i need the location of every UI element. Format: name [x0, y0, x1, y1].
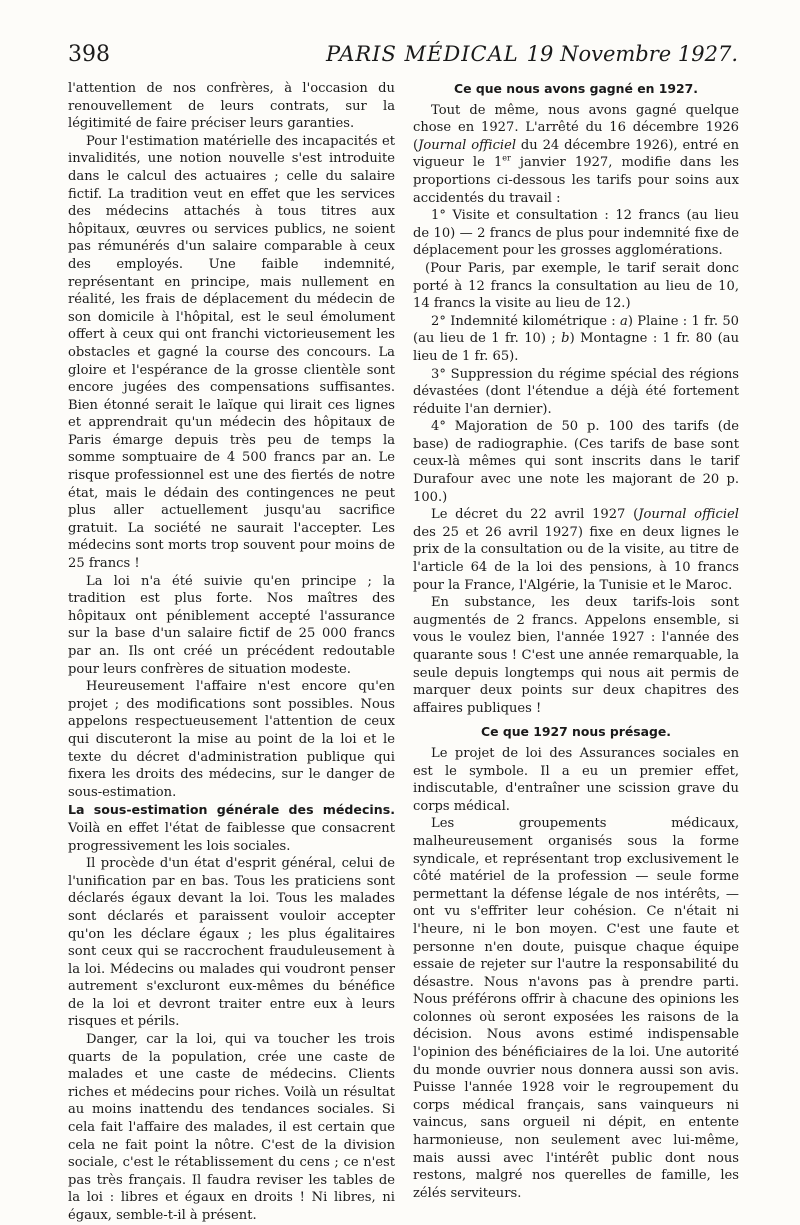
paragraph: La loi n'a été suivie qu'en principe ; la tradition est plus forte. Nos maîtres des hôpitaux ont péniblement accepté l'assurance sur la base d'un salaire fictif de 25 000 francs par an. Ils ont créé un précédent redoutable pour leurs confrères de situation modeste.: [68, 573, 395, 677]
paragraph: l'attention de nos confrères, à l'occasion du renouvellement de leurs contrats, sur la légitimité de faire préciser leurs garanties.: [68, 81, 395, 132]
list-item: 3° Suppression du régime spécial des régions dévastées (dont l'étendue a déjà été fortement réduite l'an dernier).: [413, 366, 739, 417]
text-run: des 25 et 26 avril 1927) fixe en deux lignes le prix de la consultation ou de la visite, au titre de l'article 64 de la loi des pensions, à 10 francs pour la France, l'Algérie, la Tunisie et le Maroc.: [413, 524, 739, 593]
section-heading: Ce que 1927 nous présage.: [481, 724, 671, 740]
list-item: [413, 313, 739, 366]
paragraph: Danger, car la loi, qui va toucher les trois quarts de la population, crée une caste de malades et une caste de médecins. Clients riches et médecins pour riches. Voilà un résultat au moins inattendu des tendances sociales. Si cela fait l'affaire des malades, il est certain que cela ne fait point la nôtre. C'est de la division sociale, c'est le rétablissement du cens ; ce n'est pas très français. Il faudra reviser les tables de la loi : libres et égaux en droits ! Ni libres, ni égaux, semble-t-il à présent.: [68, 1032, 395, 1223]
paragraph: Heureusement l'affaire n'est encore qu'en projet ; des modifications sont possibles. Nous appelons respectueusement l'attention de ceux qui discuteront la mise au point de la loi et le texte du décret d'administration publique qui fixera les droits des médecins, sur le danger de sous-estimation.: [68, 679, 395, 800]
page-number: 398: [68, 42, 110, 67]
runin-paragraph: [68, 801, 395, 855]
text-run: Le décret du 22 avril 1927 (: [431, 507, 639, 523]
text-run: 2° Indemnité kilométrique :: [431, 313, 621, 329]
text-run: du 24 décembre 1926), entré en vigueur le 1: [413, 137, 739, 171]
paragraph: [413, 506, 739, 594]
superscript: er: [502, 154, 511, 164]
paragraph: [413, 102, 739, 208]
paragraph: Le projet de loi des Assurances sociales en est le symbole. Il a eu un premier effet, indiscutable, d'entraîner une scission grave du corps médical.: [413, 745, 739, 814]
runin-heading: La sous-estimation générale des médecins.: [68, 802, 395, 818]
page-header: [68, 42, 738, 78]
left-column: [68, 80, 395, 1225]
right-column: [413, 80, 739, 1202]
italic-run: b: [561, 331, 570, 347]
paragraph: (Pour Paris, par exemple, le tarif serait donc porté à 12 francs la consultation au lieu de 10, 14 francs la visite au lieu de 12.): [413, 260, 739, 312]
paragraph: Il procède d'un état d'esprit général, celui de l'unification par en bas. Tous les praticiens sont déclarés égaux devant la loi. Tous les malades sont déclarés et paraissent vouloir accepter qu'on les déclare égaux ; les plus égalitaires sont ceux qui se raccrochent frauduleusement à la loi. Médecins ou malades qui voudront penser autrement s'excluront eux-mêmes du bénéfice de la loi et devront traiter entre eux à leurs risques et périls.: [68, 856, 395, 1030]
text-run: Tout de même, nous avons gagné quelque chose en 1927. L'arrêté du 16 décembre 1926 (: [413, 102, 739, 153]
list-item: 4° Majoration de 50 p. 100 des tarifs (de base) de radiographie. (Ces tarifs de base sont ceux-là mêmes qui sont inscrits dans le tarif Durafour avec une note les majorant de 20 p. 100.): [413, 419, 739, 505]
paragraph: Pour l'estimation matérielle des incapacités et invalidités, une notion nouvelle s'est introduite dans le calcul des actuaires ; celle du salaire fictif. La tradition veut en effet que les services des médecins attachés à tous titres aux hôpitaux, œuvres ou services publics, ne soient pas rémunérés d'un salaire comparable à ceux des employés. Une faible indemnité, représentant en principe, mais nullement en réalité, les frais de déplacement du médecin de son domicile à l'hôpital, est le seul émolument offert à ceux qui ont franchi victorieusement les obstacles et gagné la course des concours. La gloire et l'espérance de la grosse clientèle sont encore jugées des compensations suffisantes. Bien étonné serait le laïque qui lirait ces lignes et apprendrait qu'un médecin des hôpitaux de Paris émarge depuis très peu de temps la somme somptuaire de 4 500 francs par an. Le risque professionnel est une des fiertés de notre état, mais le dédain des contingences ne peut plus aller actuellement jusqu'au sacrifice gratuit. La société ne saurait l'accepter. Les médecins sont morts trop souvent pour moins de 25 francs !: [68, 133, 395, 572]
paragraph: En substance, les deux tarifs-lois sont augmentés de 2 francs. Appelons ensemble, si vous le voulez bien, l'année 1927 : l'année des quarante sous ! C'est une année remarquable, la seule depuis longtemps qui nous ait permis de marquer deux points sur deux chapitres des affaires publiques !: [413, 595, 739, 716]
italic-run: Journal officiel: [418, 137, 517, 153]
section-heading: Ce que nous avons gagné en 1927.: [454, 81, 698, 96]
issue-date: 19 Novembre 1927.: [526, 42, 738, 66]
text-run: ) Montagne : 1 fr. 80 (au lieu de 1 fr. 65).: [413, 331, 739, 364]
list-item: 1° Visite et consultation : 12 francs (au lieu de 10) — 2 francs de plus pour indemnité fixe de déplacement pour les grosses agglomérations.: [413, 208, 739, 259]
runin-text: Voilà en effet l'état de faiblesse que consacrent progressivement les lois sociales.: [68, 820, 395, 854]
paragraph: Les groupements médicaux, malheureusement organisés sous la forme syndicale, et représentant trop exclusivement le côté matériel de la profession — seule forme permettant la défense légale de nos intérêts, — ont vu s'effriter leur cohésion. Ce n'était ni l'heure, ni le bon moyen. C'est une faute et personne n'en doute, puisque chaque équipe essaie de rejeter sur l'autre la responsabilité du désastre. Nous n'avons pas à prendre parti. Nous préférons offrir à chacune des opinions les colonnes où seront exposées les raisons de la décision. Nous avons estimé indispensable l'opinion des bénéficiaires de la loi. Une autorité du monde ouvrier nous donnera aussi son avis. Puisse l'année 1928 voir le regroupement du corps médical français, sans vainqueurs ni vaincus, sans orgueil ni dépit, en entente harmonieuse, non seulement avec lui-même, mais aussi avec l'intérêt public dont nous restons, malgré nos querelles de famille, les zélés serviteurs.: [413, 816, 739, 1201]
italic-run: Journal officiel: [638, 507, 739, 523]
text-run: ) Plaine : 1 fr. 50 (au lieu de 1 fr. 10) ;: [413, 313, 740, 347]
text-run: janvier 1927, modifie dans les proportions ci-dessous les tarifs pour soins aux accidentés du travail :: [413, 155, 739, 206]
journal-title: PARIS MÉDICAL: [326, 42, 519, 66]
italic-run: a: [620, 313, 628, 329]
